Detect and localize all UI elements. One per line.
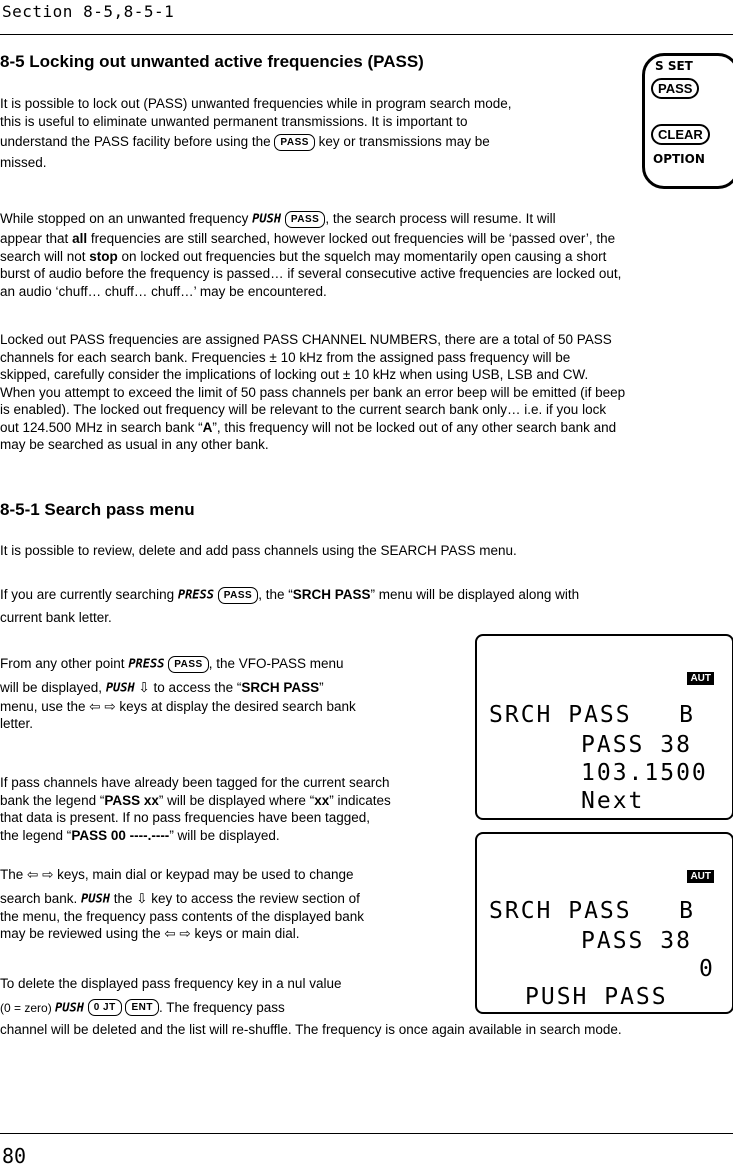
pass-key: PASS bbox=[168, 656, 209, 673]
lcd-display-srch-pass bbox=[475, 634, 733, 820]
lcd-line-1: SRCH PASS B bbox=[489, 702, 696, 728]
push-cue-icon: PUSH bbox=[105, 680, 135, 695]
lcd-line-2: PASS 38 bbox=[581, 928, 692, 954]
lcd-line-1: SRCH PASS B bbox=[489, 898, 696, 924]
aut-badge: AUT bbox=[687, 870, 714, 883]
paragraph-8-5-1-change-bank: The ⇦ ⇨ keys, main dial or keypad may be used to change search bank. PUSH the ⇩ key to access the review section of the menu, the frequency pass contents of the displayed bank may be reviewed using the ⇦ ⇨ keys or main dial. bbox=[0, 867, 364, 942]
lcd-line-2: PASS 38 bbox=[581, 732, 692, 758]
pass-key: PASS bbox=[218, 587, 259, 604]
press-cue-icon: PRESS bbox=[177, 587, 214, 602]
section-8-5-1-title: 8-5-1 Search pass menu bbox=[0, 500, 195, 519]
pass-key: PASS bbox=[285, 211, 326, 228]
lcd-line-3: 0 bbox=[699, 956, 715, 982]
page-number: 80 bbox=[2, 1144, 27, 1168]
aut-badge: AUT bbox=[687, 672, 714, 685]
push-cue-icon: PUSH bbox=[55, 1000, 84, 1015]
section-reference: Section 8-5,8-5-1 bbox=[2, 2, 175, 21]
ent-key: ENT bbox=[125, 999, 159, 1016]
page-footer bbox=[0, 1133, 733, 1168]
paragraph-8-5-1-pass-legend: If pass channels have already been tagged for the current search bank the legend “PASS xx” will be displayed where “xx” indicates that data is present. If no pass frequencies have been tagged, the legend “PASS 00 ----.----” will be displayed. bbox=[0, 775, 391, 843]
lcd-line-4: PUSH PASS bbox=[525, 984, 668, 1010]
lcd-line-3: 103.1500 bbox=[581, 760, 708, 786]
paragraph-8-5-1-intro: It is possible to review, delete and add pass channels using the SEARCH PASS menu. bbox=[0, 543, 517, 558]
push-cue-icon: PUSH bbox=[81, 891, 110, 906]
option-label: OPTION bbox=[653, 152, 705, 166]
pass-key: PASS bbox=[274, 134, 315, 151]
keypad-panel-illustration bbox=[642, 53, 733, 189]
s-set-label: S SET bbox=[655, 59, 693, 73]
down-arrow-icon: ⇩ bbox=[138, 680, 150, 697]
paragraph-8-5-1-other-point: From any other point PRESS PASS , the VFO-PASS menu will be displayed, PUSH ⇩ to access the “SRCH PASS” menu, use the ⇦ ⇨ keys at display the desired search bank letter. bbox=[0, 656, 356, 732]
paragraph-8-5-1-delete: To delete the displayed pass frequency key in a nul value (0 = zero) PUSH 0 JT ENT . The frequency pass channel will be deleted and the list will re-shuffle. The frequency is once again available in search mode. bbox=[0, 976, 622, 1037]
section-8-5-title: 8-5 Locking out unwanted active frequencies (PASS) bbox=[0, 52, 424, 71]
press-cue-icon: PRESS bbox=[128, 656, 165, 671]
paragraph-8-5-2: While stopped on an unwanted frequency PUSH PASS , the search process will resume. It will appear that all frequencies are still searched, however locked out frequencies will be ‘passed over’, the search will not stop on locked out frequencies but the squelch may momentarily open causing a short burst of audio before the frequency is passed… if several consecutive active frequencies are locked out, an audio ‘chuff… chuff… chuff…’ may be encountered. bbox=[0, 211, 622, 299]
zero-key: 0 JT bbox=[88, 999, 122, 1016]
page-header bbox=[0, 0, 733, 35]
pass-key: PASS bbox=[651, 78, 699, 99]
lcd-line-4: Next bbox=[581, 788, 645, 814]
clear-key: CLEAR bbox=[651, 124, 710, 145]
paragraph-8-5-1: It is possible to lock out (PASS) unwanted frequencies while in program search mode, this is useful to eliminate unwanted permanent transmissions. It is important to understand the PASS facility before using the PASS key or transmissions may be missed. bbox=[0, 96, 512, 170]
lcd-display-push-pass bbox=[475, 832, 733, 1014]
paragraph-8-5-1-currently-searching: If you are currently searching PRESS PASS , the “SRCH PASS” menu will be displayed along with current bank letter. bbox=[0, 587, 580, 626]
push-cue-icon: PUSH bbox=[252, 211, 282, 226]
paragraph-8-5-3: Locked out PASS frequencies are assigned PASS CHANNEL NUMBERS, there are a total of 50 PASS channels for each search bank. Frequencies ± 10 kHz from the assigned pass frequency will be skipped, carefully consider the implications of locking out ± 10 kHz when using USB, LSB and CW. When you attempt to exceed the limit of 50 pass channels per bank an error beep will be emitted (if beep is enabled). The locked out frequency will be relevant to the current search bank only… i.e. if you lock out 124.500 MHz in search bank “A”, this frequency will not be locked out of any other search bank and may be searched as usual in any other bank. bbox=[0, 332, 626, 452]
